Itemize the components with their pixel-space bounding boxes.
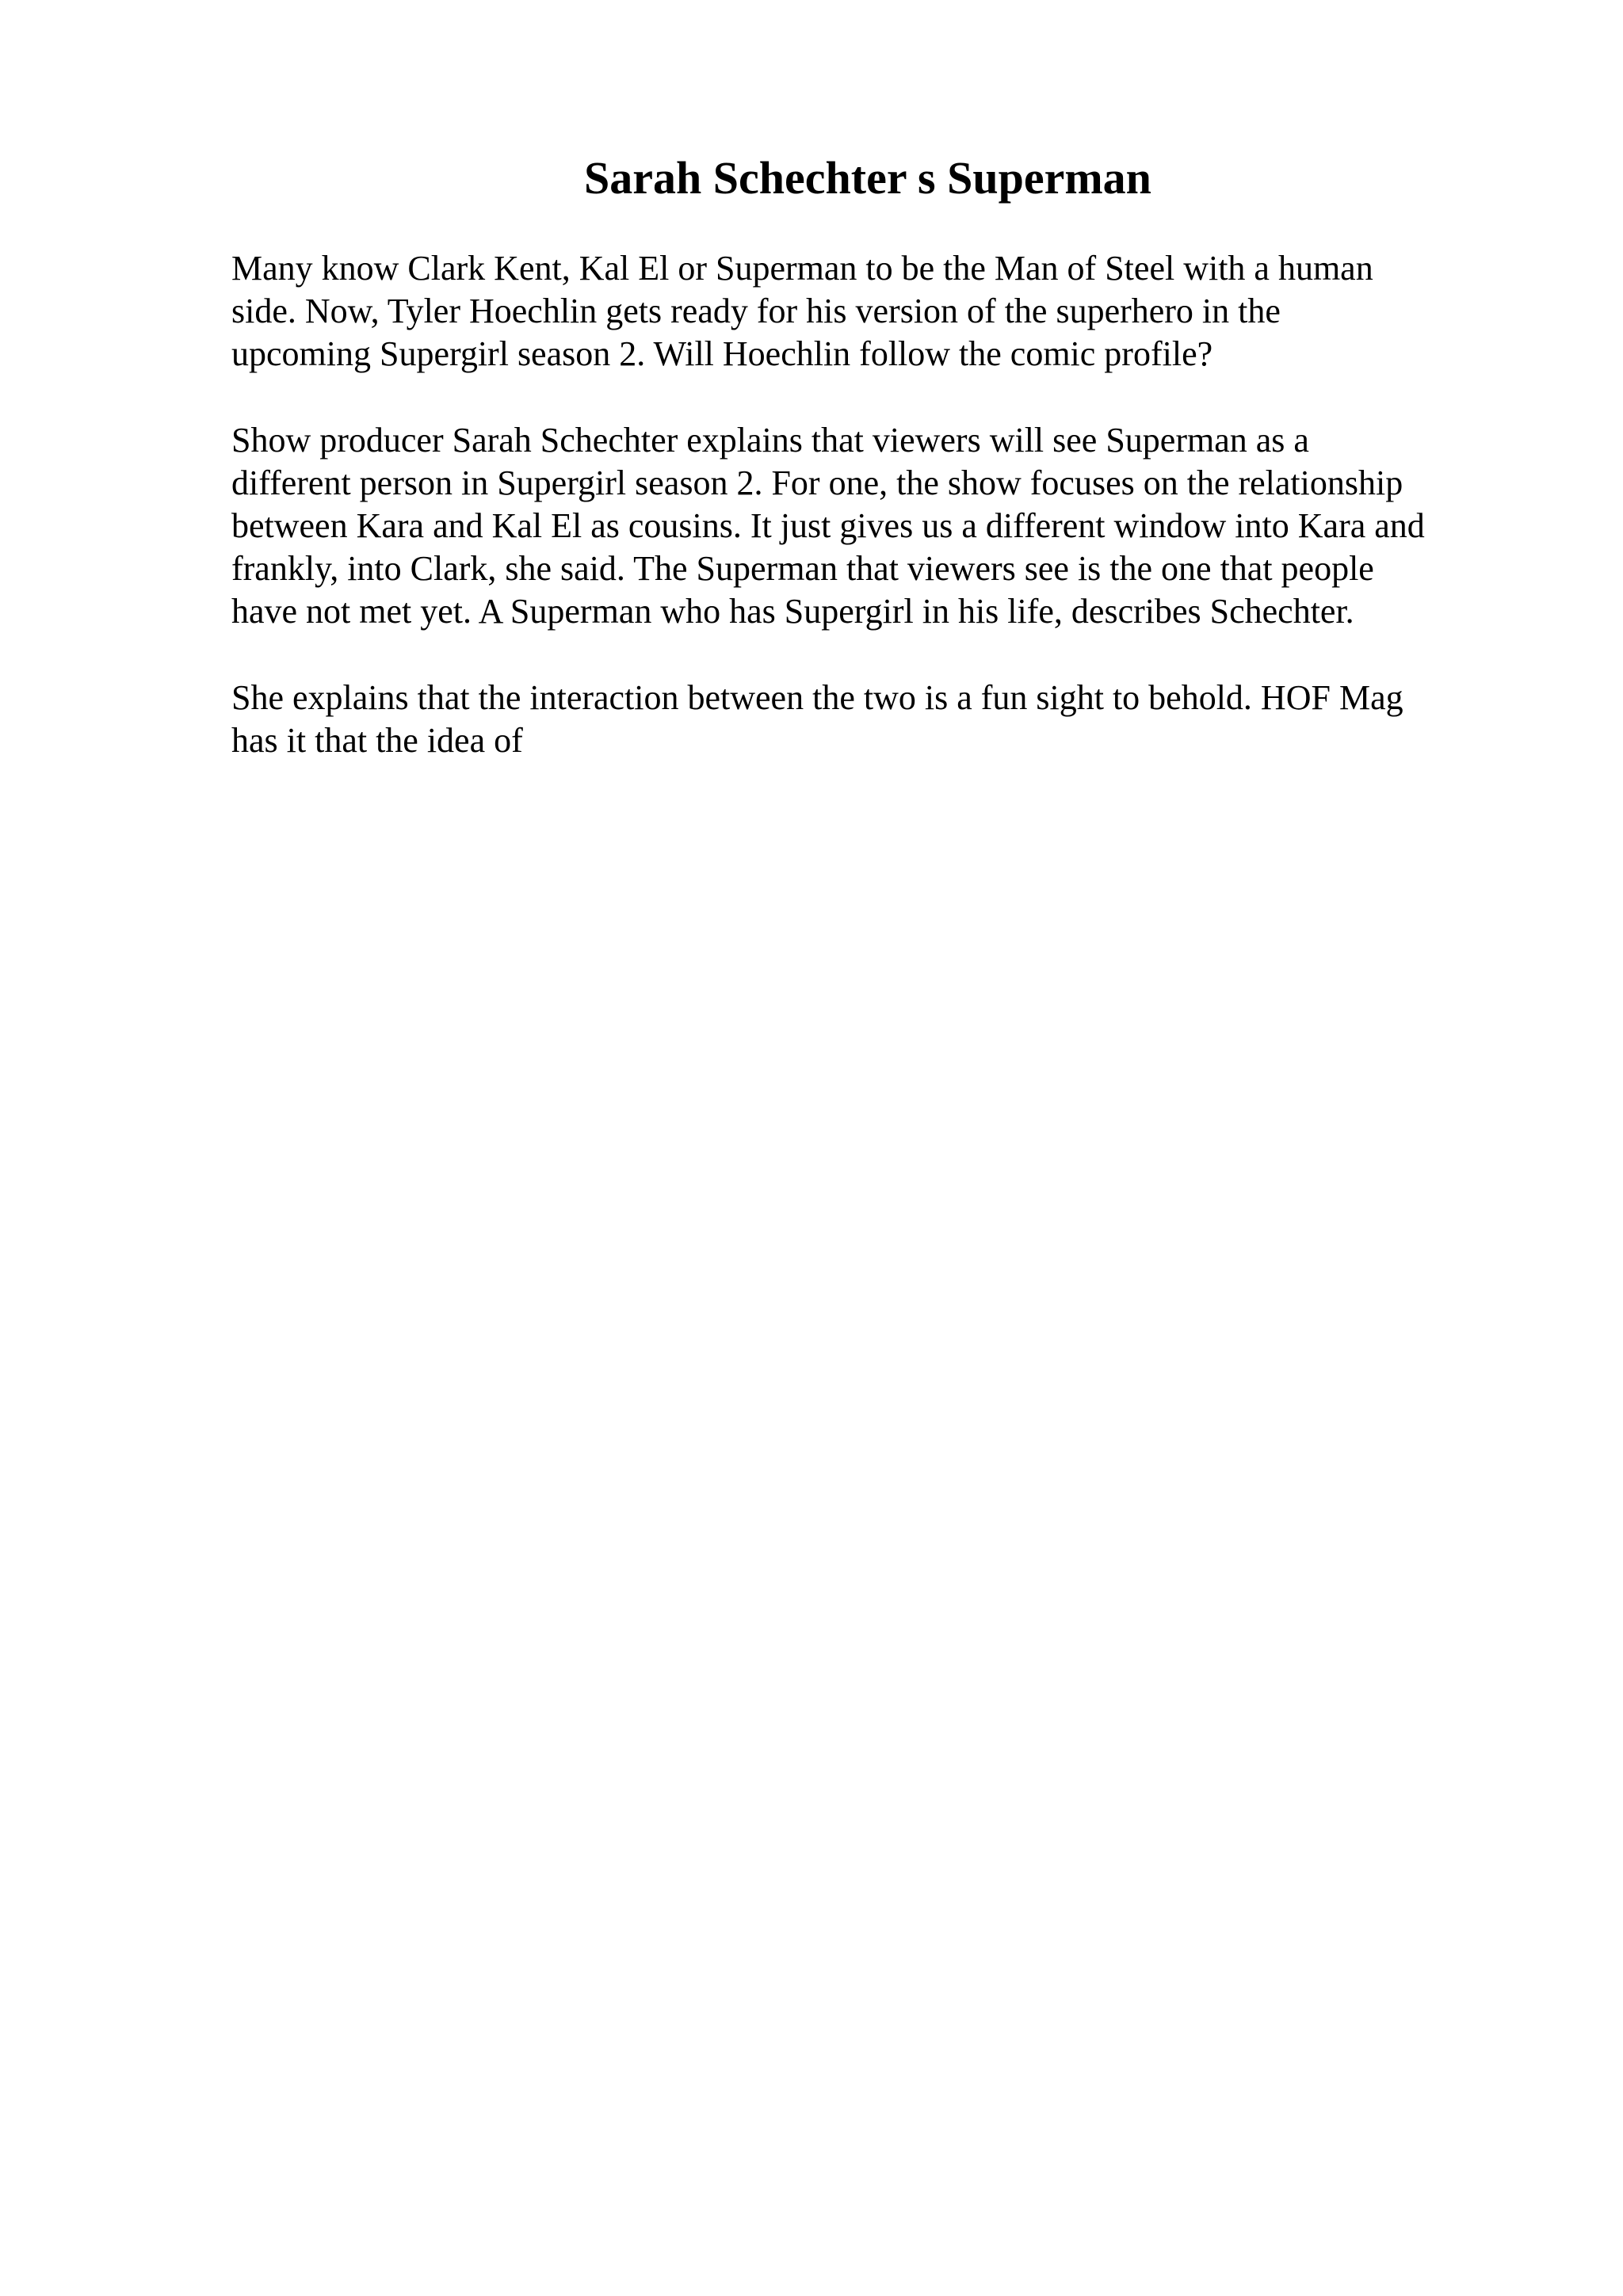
paragraph-1	[231, 247, 1515, 376]
paragraph-line: frankly, into Clark, she said. The Superman that viewers see is the one that people	[231, 549, 1374, 588]
paragraph-line: have not met yet. A Superman who has Supergirl in his life, describes Schechter.	[231, 592, 1354, 631]
paragraph-3	[231, 677, 1515, 762]
paragraph-line: upcoming Supergirl season 2. Will Hoechlin follow the comic profile?	[231, 334, 1213, 373]
document-title: Sarah Schechter s Superman	[584, 152, 1151, 204]
paragraph-line: between Kara and Kal El as cousins. It just gives us a different window into Kara and	[231, 506, 1425, 545]
paragraph-line: She explains that the interaction between the two is a fun sight to behold. HOF Mag	[231, 678, 1403, 717]
paragraph-line: Many know Clark Kent, Kal El or Superman to be the Man of Steel with a human	[231, 249, 1373, 288]
paragraph-line: different person in Supergirl season 2. For one, the show focuses on the relationship	[231, 463, 1403, 502]
paragraph-line: side. Now, Tyler Hoechlin gets ready for his version of the superhero in the	[231, 292, 1281, 330]
paragraph-line: has it that the idea of	[231, 721, 523, 760]
paragraph-2	[231, 419, 1515, 633]
paragraph-line: Show producer Sarah Schechter explains that viewers will see Superman as a	[231, 421, 1309, 460]
